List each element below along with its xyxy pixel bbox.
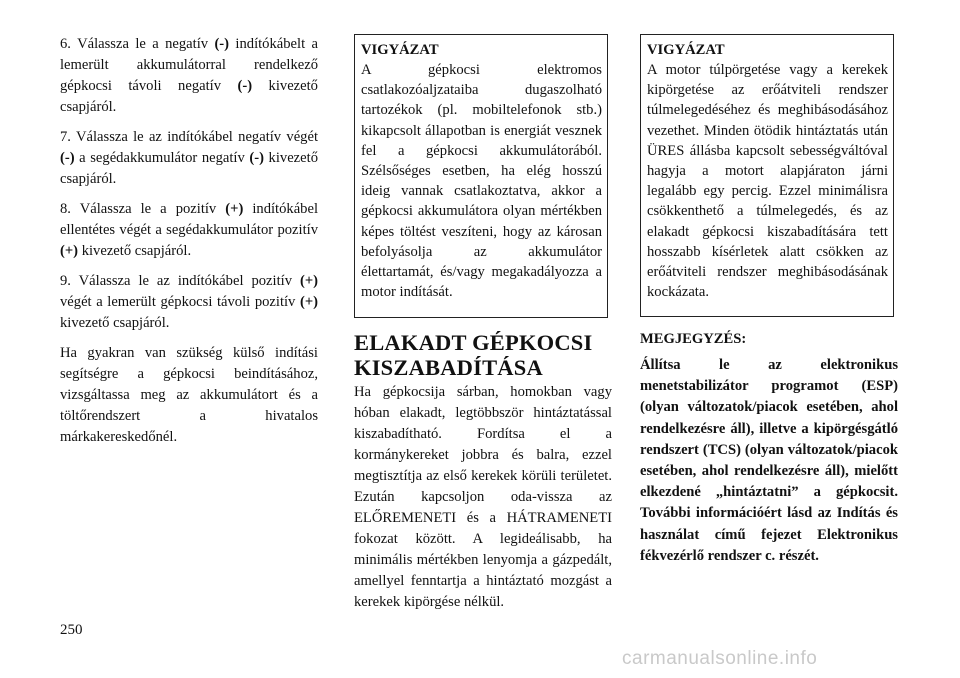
warning-text: A gépkocsi elektromos csatlakozóaljzataiba dugaszolható tartozékok (pl. mobiltelefonok stb.) kikapcsolt állapotban is energiát vesznek fel a gépkocsi akkumulátorából. Szélsőséges esetben, ha elég hosszú ideig vannak csatlakoztatva, akkor a gépkocsi akkumulátora olyan mértékben képes töltést veszíteni, hogy az károsan befolyásolja az akkumulátor élettartamát, és/vagy megakadályozza a motor indítását. <box>361 62 602 301</box>
note-title: MEGJEGYZÉS: <box>640 331 747 347</box>
warning-title: VIGYÁZAT <box>361 42 439 58</box>
warning-title: VIGYÁZAT <box>647 42 725 58</box>
step-7: 7. Válassza le az indítókábel negatív végét (-) a segédakkumulátor negatív (-) kivezető csapjáról. <box>60 129 318 187</box>
warning-text: A motor túlpörgetése vagy a kerekek kipörgetése az erőátviteli rendszer túlmelegedéséhez és meghibásodásához vezethet. Minden ötödik hintáztatás után ÜRES állásba kapcsolt sebességváltóval hagyja a motort alapjáraton járni legalább egy percig. Ezzel minimálisra csökkenthető a túlmelegedés, és az elakadt gépkocsi kiszabadítására tett hosszabb kísérletek alatt csökken az erőátviteli rendszer meghibásodásának kockázata. <box>647 62 888 301</box>
right-column <box>640 34 898 567</box>
step-9: 9. Válassza le az indítókábel pozitív (+) végét a lemerült gépkocsi távoli pozitív (+) kivezető csapjáról. <box>60 273 318 331</box>
warning-box <box>640 34 894 317</box>
warning-box <box>354 34 608 318</box>
step-8: 8. Válassza le a pozitív (+) indítókábel ellentétes végét a segédakkumulátor pozitív (+) kivezető csapjáról. <box>60 201 319 259</box>
section-heading: ELAKADT GÉPKOCSI KISZABADÍTÁSA <box>354 330 593 380</box>
section-body: Ha gépkocsija sárban, homokban vagy hóban elakadt, legtöbbször hintáztatással kiszabadítható. Fordítsa el a kormánykereket jobbra és balra, ezzel megtisztítja az első kerekek körüli területet. Ezután kapcsoljon oda-vissza az ELŐREMENETI és a HÁTRAMENETI fokozat között. A legideálisabb, ha minimális mértékben lenyomja a gázpedált, amellyel fenntartja a hintáztató mozgást a kerekek kipörgése nélkül. <box>354 384 612 610</box>
left-column <box>60 34 318 457</box>
closing-paragraph: Ha gyakran van szükség külső indítási segítségre a gépkocsi beindításához, vizsgáltassa meg az akkumulátort és a töltőrendszert a hivatalos márkakereskedőnél. <box>60 345 318 445</box>
page-number: 250 <box>60 622 83 638</box>
note-text: Állítsa le az elektronikus menetstabilizátor programot (ESP) (olyan változatok/piacok esetében, ahol rendelkezésre áll), illetve a kipörgésgátló rendszert (TCS) (olyan változatok/piacok esetében, ahol rendelkezésre áll), mielőtt elkezdené „hintáztatni” a gépkocsit. További információért lásd az Indítás és használat című fejezet Elektronikus fékvezérlő rendszer c. részét. <box>640 357 898 564</box>
step-6: 6. Válassza le a negatív (-) indítókábelt a lemerült akkumulátorral rendelkező gépkocsi távoli negatív (-) kivezető csapjáról. <box>60 36 318 115</box>
watermark: carmanualsonline.info <box>622 648 818 669</box>
middle-column <box>354 34 612 622</box>
